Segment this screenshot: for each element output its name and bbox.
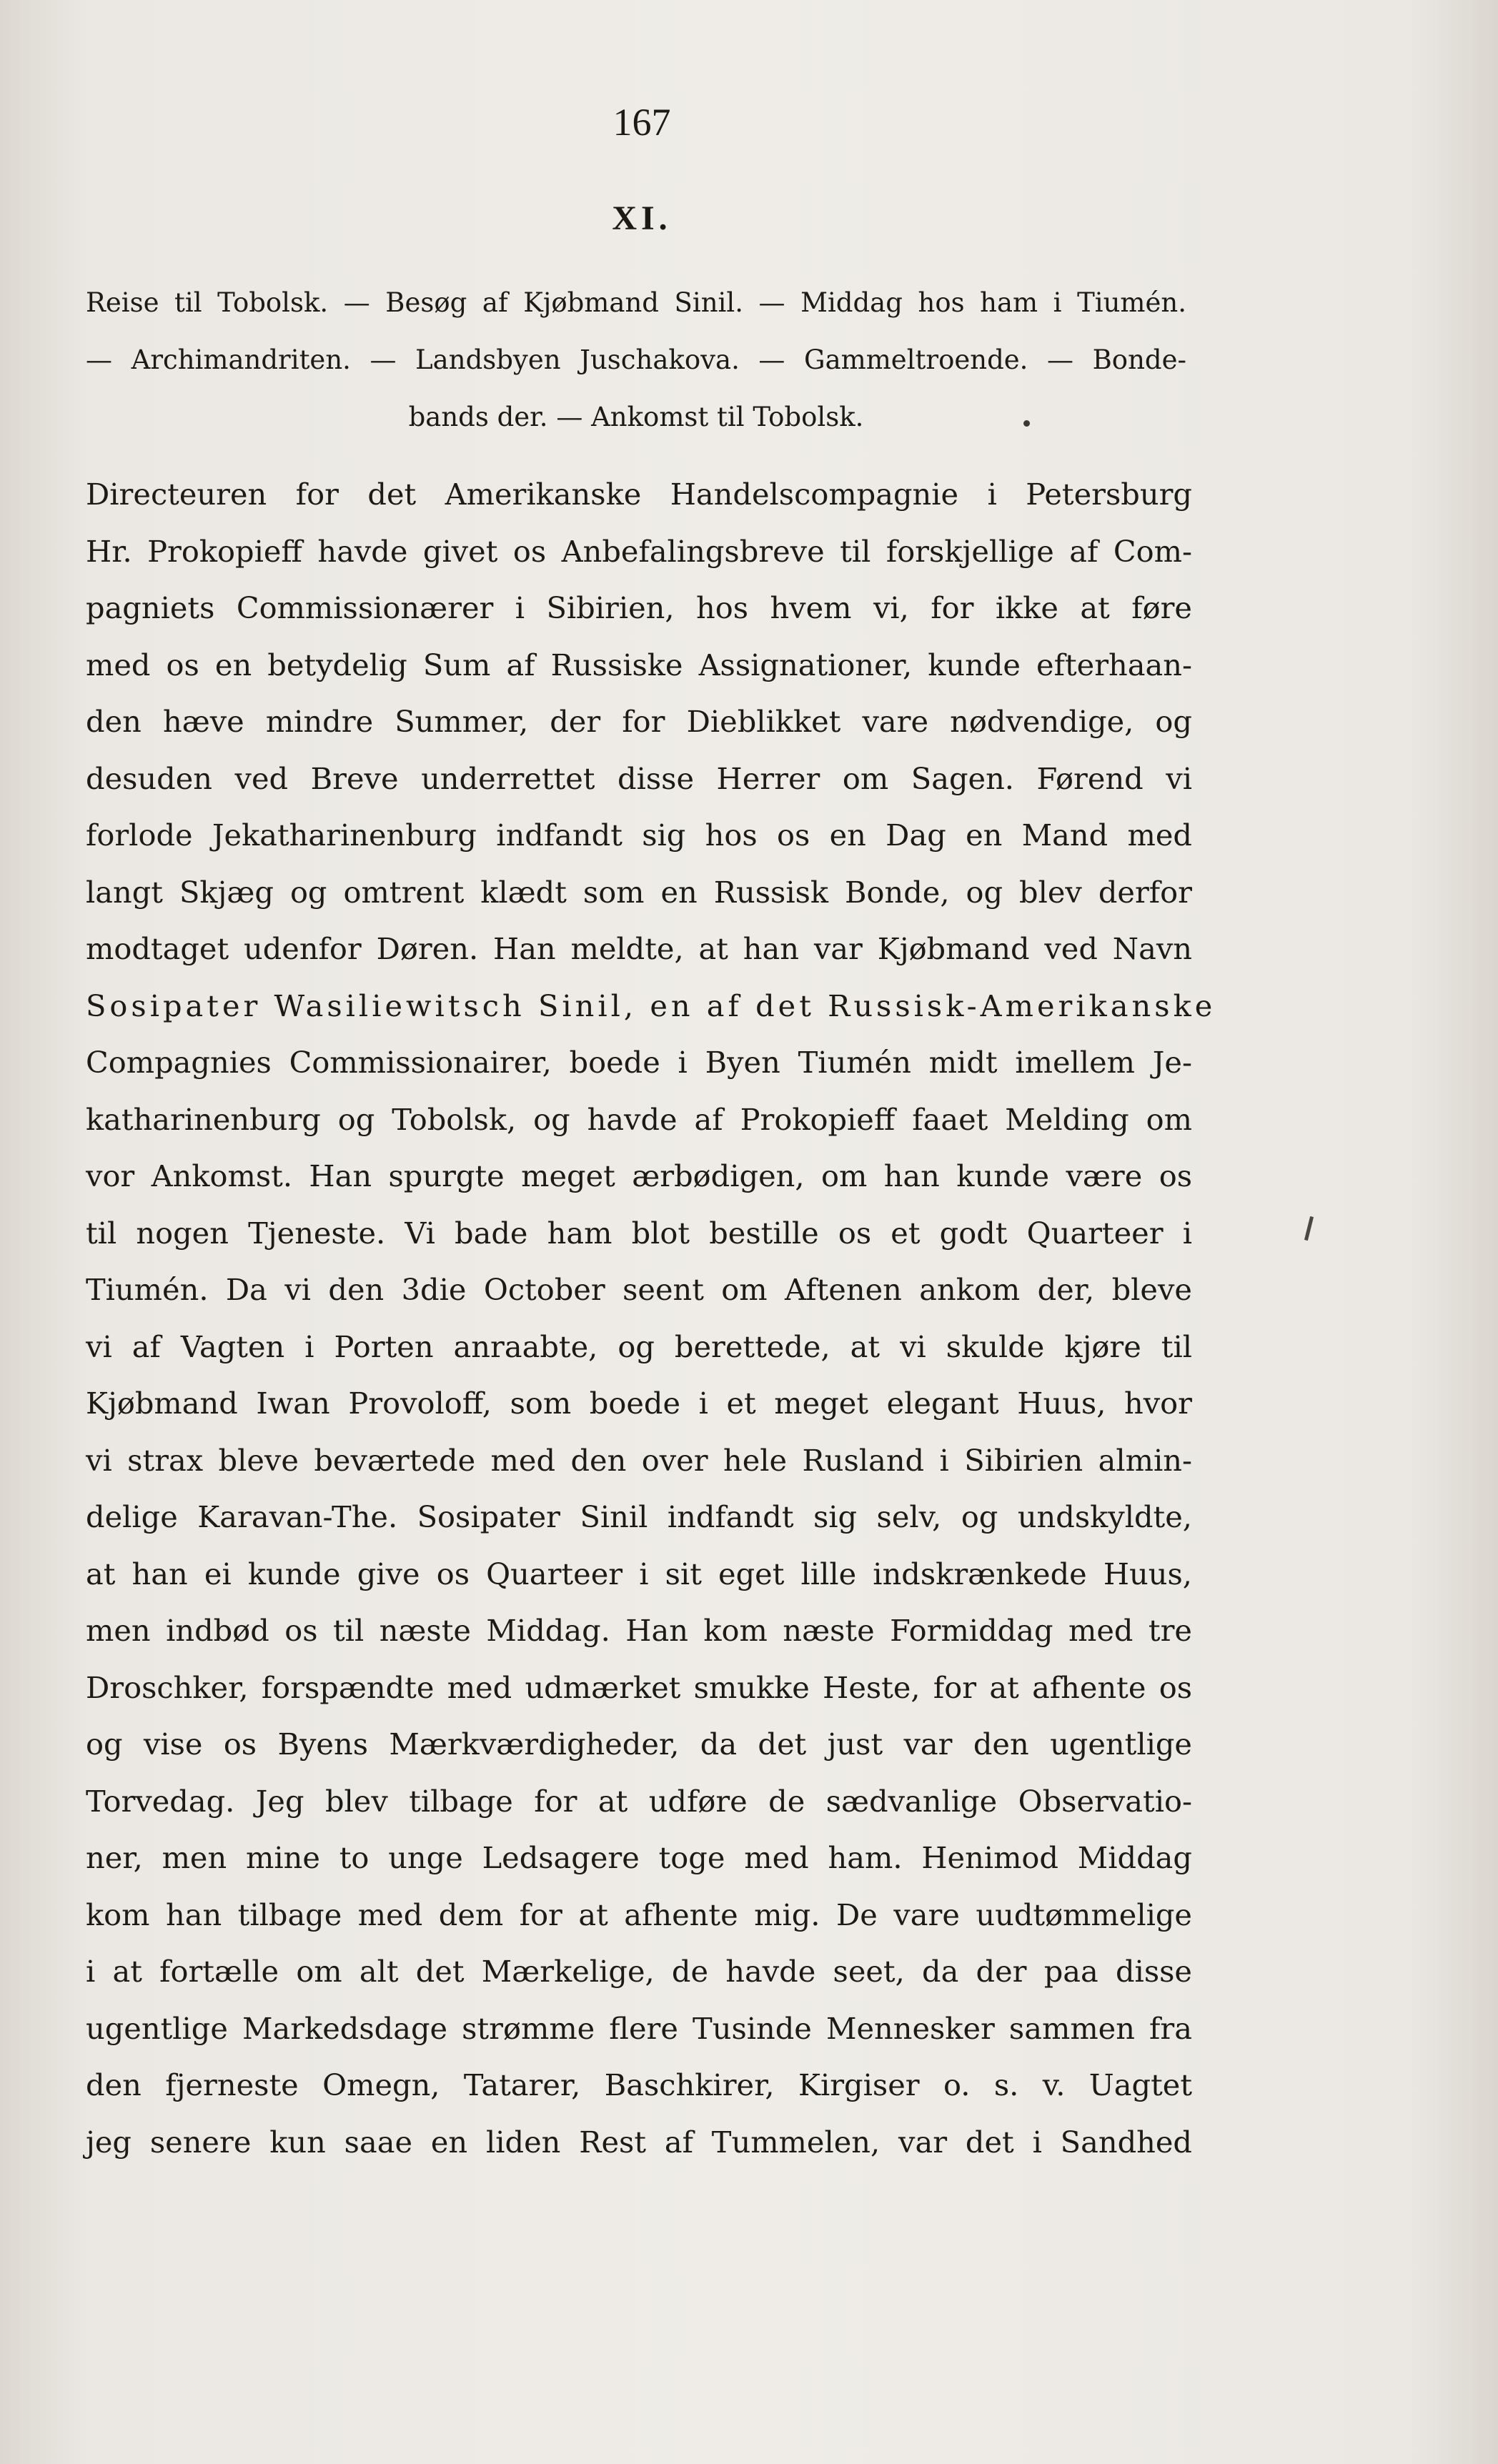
text-line: pagniets Commissionærer i Sibirien, hos hvem vi, for ikke at føre xyxy=(86,590,1192,625)
page-number: 167 xyxy=(612,101,671,144)
chapter-summary xyxy=(86,274,1186,446)
text-line: ugentlige Markedsdage strømme flere Tusinde Mennesker sammen fra xyxy=(86,2010,1192,2046)
text-line: til nogen Tjeneste. Vi bade ham blot bestille os et godt Quarteer i xyxy=(86,1215,1192,1251)
text-line: desuden ved Breve underrettet disse Herrer om Sagen. Førend vi xyxy=(86,760,1192,796)
text-line: forlode Jekatharinenburg indfandt sig hos os en Dag en Mand med xyxy=(86,818,1192,853)
text-line: i at fortælle om alt det Mærkelige, de havde seet, da der paa disse xyxy=(86,1954,1192,1989)
text-line: delige Karavan-The. Sosipater Sinil indfandt sig selv, og undskyldte, xyxy=(86,1499,1192,1534)
text-line: Torvedag. Jeg blev tilbage for at udføre de sædvanlige Observatio- xyxy=(86,1783,1192,1819)
text-line: Hr. Prokopieff havde givet os Anbefalingsbreve til forskjellige af Com- xyxy=(86,533,1192,569)
body-text xyxy=(86,466,1216,2170)
text-line: at han ei kunde give os Quarteer i sit eget lille indskrænkede Huus, xyxy=(86,1556,1192,1591)
margin-mark xyxy=(1304,1216,1314,1241)
text-line: og vise os Byens Mærkværdigheder, da det just var den ugentlige xyxy=(86,1727,1192,1762)
chapter-heading: XI. xyxy=(612,199,672,237)
text-line: vi af Vagten i Porten anraabte, og berettede, at vi skulde kjøre til xyxy=(86,1328,1192,1364)
summary-line: Reise til Tobolsk. — Besøg af Kjøbmand Sinil. — Middag hos ham i Tiumén. xyxy=(86,287,1186,318)
text-line: Compagnies Commissionairer, boede i Byen Tiumén midt imellem Je- xyxy=(86,1045,1192,1080)
text-line: Tiumén. Da vi den 3die October seent om Aftenen ankom der, bleve xyxy=(86,1272,1192,1307)
text-line: men indbød os til næste Middag. Han kom næste Formiddag med tre xyxy=(86,1613,1192,1648)
text-line: Directeuren for det Amerikanske Handelscompagnie i Petersburg xyxy=(86,477,1192,512)
text-line: kom han tilbage med dem for at afhente mig. De vare uudtømmelige xyxy=(86,1897,1192,1932)
text-line: modtaget udenfor Døren. Han meldte, at han var Kjøbmand ved Navn xyxy=(86,931,1192,966)
text-line: Kjøbmand Iwan Provoloff, som boede i et meget elegant Huus, hvor xyxy=(86,1386,1192,1421)
text-line: den hæve mindre Summer, der for Dieblikket vare nødvendige, og xyxy=(86,704,1192,739)
text-line: Sosipater Wasiliewitsch Sinil, en af det Russisk-Amerikanske xyxy=(86,988,1216,1023)
text-line: den fjerneste Omegn, Tatarer, Baschkirer, Kirgiser o. s. v. Uagtet xyxy=(86,2067,1192,2102)
text-line: langt Skjæg og omtrent klædt som en Russisk Bonde, og blev derfor xyxy=(86,874,1192,910)
summary-line: — Archimandriten. — Landsbyen Juschakova. — Gammeltroende. — Bonde- xyxy=(86,344,1186,375)
ink-speck xyxy=(1023,420,1030,427)
text-line: Droschker, forspændte med udmærket smukke Heste, for at afhente os xyxy=(86,1669,1192,1705)
text-line: ner, men mine to unge Ledsagere toge med ham. Henimod Middag xyxy=(86,1840,1192,1875)
text-line: jeg senere kun saae en liden Rest af Tummelen, var det i Sandhed xyxy=(86,2124,1192,2160)
text-line: med os en betydelig Sum af Russiske Assignationer, kunde efterhaan- xyxy=(86,647,1192,682)
text-line: katharinenburg og Tobolsk, og havde af Prokopieff faaet Melding om xyxy=(86,1101,1192,1137)
text-line: vor Ankomst. Han spurgte meget ærbødigen, om han kunde være os xyxy=(86,1158,1192,1193)
summary-line: bands der. — Ankomst til Tobolsk. xyxy=(408,402,864,432)
text-line: vi strax bleve beværtede med den over hele Rusland i Sibirien almin- xyxy=(86,1442,1192,1478)
